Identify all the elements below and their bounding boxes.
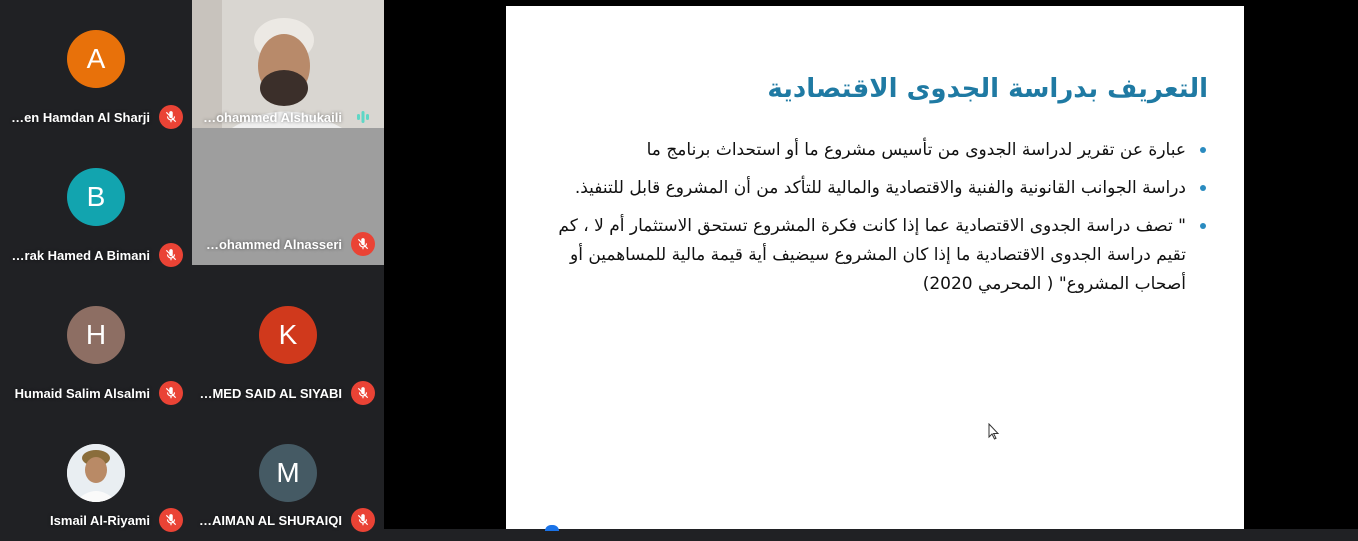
avatar: H [67, 306, 125, 364]
speaking-indicator-icon [353, 107, 373, 127]
participant-name: …AIMAN AL SHURAIQI [199, 513, 342, 528]
avatar: A [67, 30, 125, 88]
mic-off-icon [351, 381, 375, 405]
mic-off-icon [159, 243, 183, 267]
participant-name: …rak Hamed A Bimani [11, 248, 150, 263]
participant-tile[interactable] [0, 138, 192, 276]
slide-bullets [554, 136, 1206, 308]
participant-grid [0, 0, 384, 541]
mic-off-icon [159, 105, 183, 129]
bullet-text: " تصف دراسة الجدوى الاقتصادية عما إذا كانت فكرة المشروع تستحق الاستثمار أم لا ، كم تقيم دراسة الجدوى الاقتصادية ما إذا كان المشروع سيضيف أية قيمة مالية للمساهمين أو أصحاب المشروع" ( المحرمي 2020) [558, 216, 1186, 294]
participant-name: …MED SAID AL SIYABI [199, 386, 342, 401]
participant-name: …ohammed Alnasseri [205, 237, 342, 252]
slide-bullet [554, 174, 1206, 203]
participant-tile[interactable] [192, 414, 384, 541]
mouse-cursor-icon [988, 423, 1000, 441]
avatar: K [259, 306, 317, 364]
participant-tile[interactable] [192, 276, 384, 414]
avatar: M [259, 444, 317, 502]
participant-video-tile[interactable] [192, 0, 384, 138]
slide-bullet [554, 212, 1206, 299]
participant-name: Ismail Al-Riyami [50, 513, 150, 528]
participant-name: Humaid Salim Alsalmi [14, 386, 150, 401]
participant-tile[interactable] [0, 276, 192, 414]
bottom-bar [384, 529, 1358, 541]
mic-off-icon [351, 508, 375, 532]
mic-off-icon [159, 508, 183, 532]
avatar: B [67, 168, 125, 226]
bullet-dot-icon [1200, 185, 1206, 191]
presenter-indicator-icon [545, 525, 559, 531]
participant-video-tile[interactable] [192, 128, 384, 265]
bullet-dot-icon [1200, 223, 1206, 229]
participant-name: …ohammed Alshukaili [203, 110, 342, 125]
presentation-slide [506, 6, 1244, 529]
slide-title: التعريف بدراسة الجدوى الاقتصادية [767, 74, 1208, 104]
participant-name: …en Hamdan Al Sharji [11, 110, 150, 125]
bullet-dot-icon [1200, 147, 1206, 153]
avatar [67, 444, 125, 502]
slide-bullet [554, 136, 1206, 165]
mic-off-icon [159, 381, 183, 405]
mic-off-icon [351, 232, 375, 256]
bullet-text: دراسة الجوانب القانونية والفنية والاقتصادية والمالية للتأكد من أن المشروع قابل للتنفيذ. [574, 178, 1186, 198]
bullet-text: عبارة عن تقرير لدراسة الجدوى من تأسيس مشروع ما أو استحداث برنامج ما [646, 140, 1186, 160]
participant-tile[interactable] [0, 414, 192, 541]
participant-tile[interactable] [0, 0, 192, 138]
